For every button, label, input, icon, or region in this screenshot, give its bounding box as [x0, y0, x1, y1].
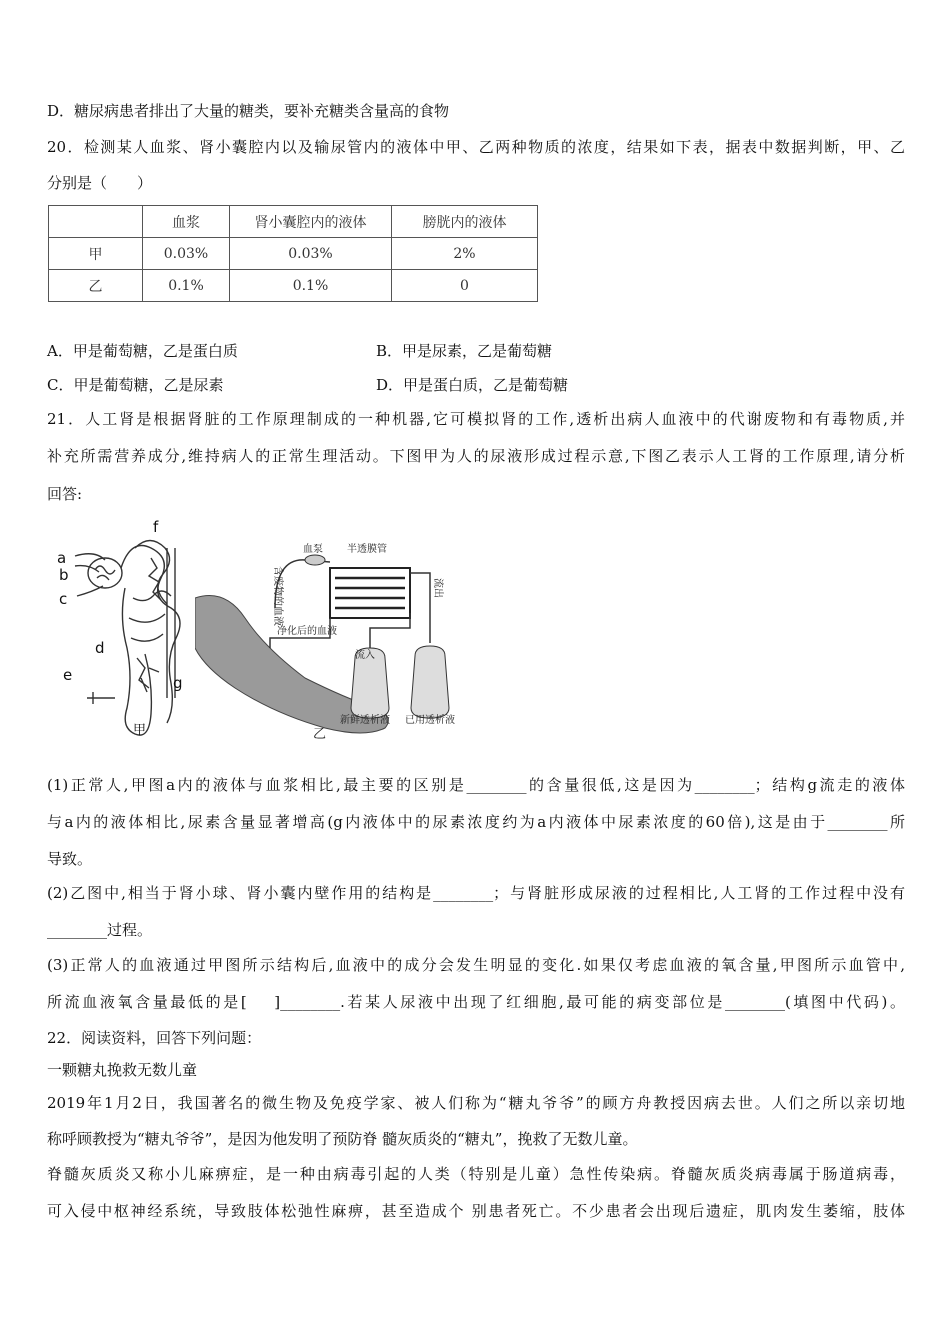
q22-stem: 22．阅读资料，回答下列问题：	[47, 1029, 262, 1047]
table-cell: 0.03%	[230, 238, 392, 270]
q21-p1-line2: 与a内的液体相比,尿素含量显著增高(g内液体中的尿素浓度约为a内液体中尿素浓度的60倍),这是由于________所	[47, 813, 905, 831]
caption-jia: 甲	[133, 723, 147, 738]
label-f: f	[153, 518, 159, 536]
blood-pump	[305, 555, 325, 565]
table-cell: 0.1%	[143, 270, 230, 302]
table-cell: 0	[392, 270, 538, 302]
label-e: e	[63, 666, 73, 684]
label-a: a	[57, 549, 67, 567]
label-pump: 血泵	[303, 544, 323, 555]
q21-p3-line2: 所流血液氧含量最低的是[ ]________.若某人尿液中出现了红细胞,最可能的病变部位是________(填图中代码)。	[47, 993, 905, 1011]
table-header-cell	[49, 206, 143, 238]
q21-p1-line1: (1)正常人,甲图a内的液体与血浆相比,最主要的区别是________的含量很低,这是因为________；结构g流走的液体	[47, 776, 905, 794]
q22-title: 一颗糖丸挽救无数儿童	[47, 1061, 198, 1079]
label-waste-blood: 含废物的血液	[272, 566, 283, 626]
label-used: 已用透析液	[405, 715, 455, 726]
q20-data-table	[48, 205, 538, 302]
artificial-kidney-drawing	[195, 538, 470, 740]
table-cell: 甲	[49, 238, 143, 270]
table-header-cell: 肾小囊腔内的液体	[230, 206, 392, 238]
q21-p3-line1: (3)正常人的血液通过甲图所示结构后,血液中的成分会发生明显的变化.如果仅考虑血液的氧含量,甲图所示血管中,	[47, 956, 905, 974]
label-d: d	[95, 639, 105, 657]
table-cell: 0.03%	[143, 238, 230, 270]
q20-stem-line1: 20．检测某人血浆、肾小囊腔内以及输尿管内的液体中甲、乙两种物质的浓度，结果如下表，据表中数据判断，甲、乙	[47, 138, 905, 156]
q22-para2-line1: 脊髓灰质炎又称小儿麻痹症，是一种由病毒引起的人类（特别是儿童）急性传染病。脊髓灰质炎病毒属于肠道病毒，	[47, 1165, 905, 1183]
nephron-drawing	[55, 518, 195, 740]
label-fresh: 新鲜透析液	[340, 715, 390, 726]
q21-stem-line3: 回答:	[47, 485, 83, 503]
table-cell: 乙	[49, 270, 143, 302]
q21-stem-line1: 21．人工肾是根据肾脏的工作原理制成的一种机器,它可模拟肾的工作,透析出病人血液中的代谢废物和有毒物质,并	[47, 410, 905, 428]
table-header-cell: 膀胱内的液体	[392, 206, 538, 238]
table-cell: 2%	[392, 238, 538, 270]
q22-para2-line2: 可入侵中枢神经系统，导致肢体松弛性麻痹，甚至造成个 别患者死亡。不少患者会出现后遗症，肌肉发生萎缩，肢体	[47, 1202, 905, 1220]
label-c: c	[59, 590, 68, 608]
q21-p2-line1: (2)乙图中,相当于肾小球、肾小囊内壁作用的结构是________；与肾脏形成尿液的过程相比,人工肾的工作过程中没有	[47, 884, 905, 902]
label-g: g	[173, 674, 183, 692]
q20-option-a: A．甲是葡萄糖，乙是蛋白质	[47, 342, 238, 360]
q20-option-b: B．甲是尿素，乙是葡萄糖	[376, 342, 553, 360]
caption-yi: 乙	[313, 727, 327, 740]
label-clean-blood: 净化后的血液	[277, 626, 337, 637]
q20-option-d: D．甲是蛋白质，乙是葡萄糖	[376, 376, 569, 394]
table-header-cell: 血浆	[143, 206, 230, 238]
figure-yi-artificial-kidney	[195, 538, 470, 740]
label-membrane: 半透膜管	[347, 544, 387, 555]
table-row	[49, 238, 538, 270]
label-b: b	[59, 566, 69, 584]
q22-para1-line2: 称呼顾教授为“糖丸爷爷”，是因为他发明了预防脊 髓灰质炎的“糖丸”，挽救了无数儿童。	[47, 1130, 638, 1148]
figure-jia-nephron	[55, 518, 195, 740]
table-cell: 0.1%	[230, 270, 392, 302]
label-inflow: 流入	[355, 650, 375, 661]
q20-option-c: C．甲是葡萄糖，乙是尿素	[47, 376, 224, 394]
q19-option-d: D．糖尿病患者排出了大量的糖类，要补充糖类含量高的食物	[47, 102, 450, 120]
q21-p2-line2: ________过程。	[47, 921, 153, 939]
q20-stem-line2: 分别是（ ）	[47, 174, 153, 192]
table-row	[49, 270, 538, 302]
q21-stem-line2: 补充所需营养成分,维持病人的正常生理活动。下图甲为人的尿液形成过程示意,下图乙表示人工肾的工作原理,请分析	[47, 447, 905, 465]
label-outflow: 流出	[432, 578, 443, 598]
q21-p1-line3: 导致。	[47, 850, 93, 868]
q22-para1-line1: 2019年1月2日，我国著名的微生物及免疫学家、被人们称为“糖丸爷爷”的顾方舟教授因病去世。人们之所以亲切地	[47, 1094, 905, 1112]
table-header-row	[49, 206, 538, 238]
